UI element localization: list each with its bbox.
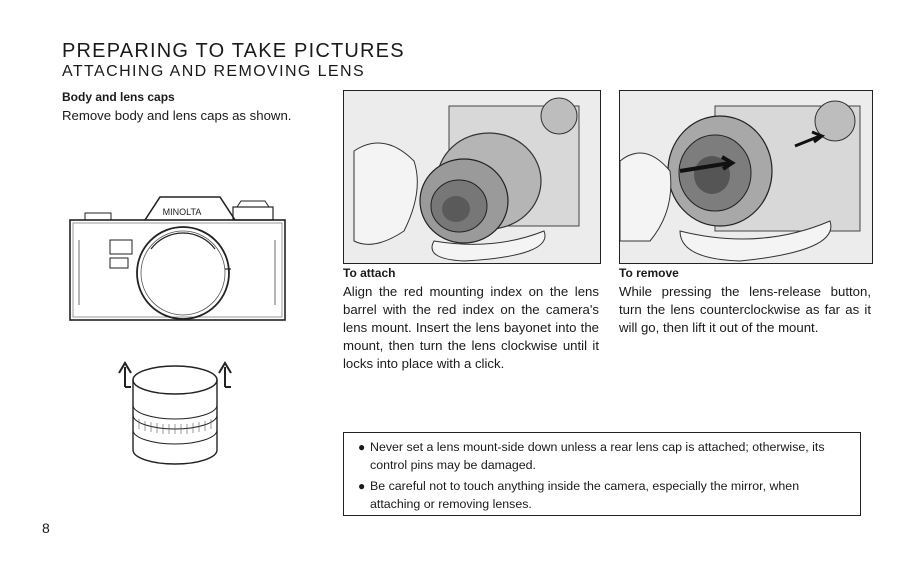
- caps-heading: Body and lens caps: [62, 90, 175, 104]
- caps-text: Remove body and lens caps as shown.: [62, 108, 292, 123]
- bullet-icon: ●: [358, 440, 366, 454]
- page-number: 8: [42, 520, 50, 536]
- caution-note: [358, 478, 848, 513]
- page-title: PREPARING TO TAKE PICTURES: [62, 40, 405, 62]
- remove-text: While pressing the lens-release button, turn the lens counterclockwise as far as it will go, then lift it out of the mount.: [619, 284, 871, 335]
- attach-heading: To attach: [343, 266, 396, 280]
- camera-logo: MINOLTA: [162, 207, 202, 217]
- section-subtitle: ATTACHING AND REMOVING LENS: [62, 63, 366, 80]
- caution-box: [343, 432, 861, 516]
- remove-photo: [619, 90, 873, 264]
- lens-caps-illustration: [115, 355, 245, 470]
- attach-text: Align the red mounting index on the lens barrel with the red index on the camera's lens mount. Insert the lens bayonet into the mount, then turn the lens clockwise until it locks into place with a click.: [343, 284, 599, 371]
- camera-body-illustration: [65, 185, 295, 325]
- caution-note: [358, 439, 848, 474]
- bullet-icon: ●: [358, 479, 366, 493]
- caution-note-text: Never set a lens mount-side down unless a rear lens cap is attached; otherwise, its control pins may be damaged.: [370, 440, 825, 472]
- remove-heading: To remove: [619, 266, 679, 280]
- attach-photo: [343, 90, 601, 264]
- caution-note-text: Be careful not to touch anything inside the camera, especially the mirror, when attaching or removing lenses.: [370, 479, 800, 511]
